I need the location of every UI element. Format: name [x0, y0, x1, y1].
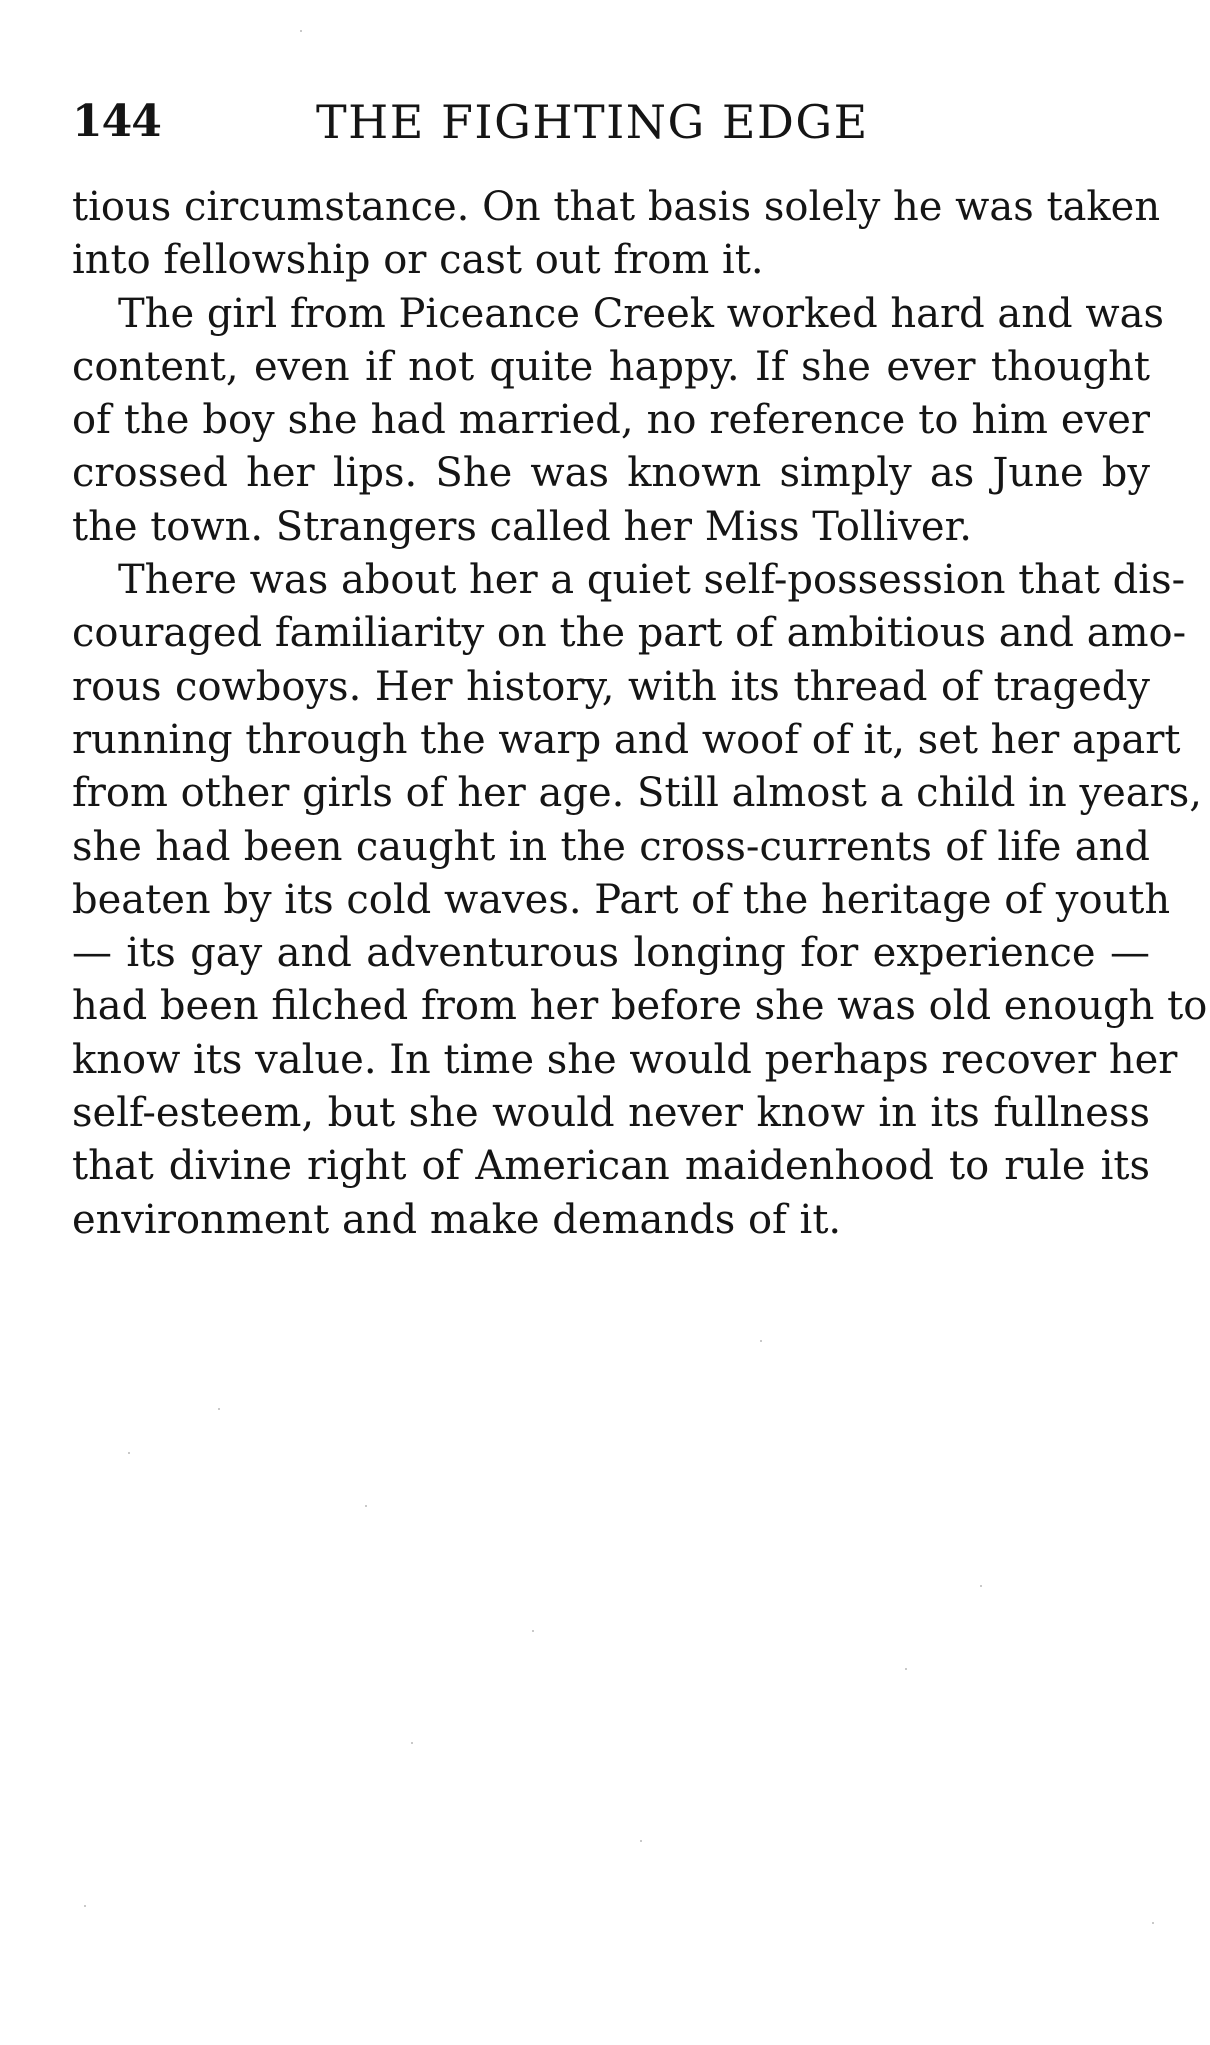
paper-speck: [980, 1585, 982, 1587]
text-line: tious circumstance. On that basis solely he was taken: [72, 184, 1161, 230]
text-line: into fellowship or cast out from it.: [72, 237, 764, 284]
paper-speck: [532, 1630, 534, 1632]
text-line: self-esteem, but she would never know in its fullness: [72, 1090, 1150, 1137]
paper-speck: [84, 1905, 86, 1907]
text-line: that divine right of American maidenhood to rule its: [72, 1143, 1150, 1190]
paper-speck: [1152, 1922, 1154, 1924]
paper-speck: [365, 1505, 367, 1507]
text-line: running through the warp and woof of it, set her apart: [72, 716, 1181, 763]
text-line: There was about her a quiet self-possession that dis-: [118, 557, 1186, 604]
text-line: content, even if not quite happy. If she ever thought: [72, 343, 1150, 390]
paper-speck: [300, 30, 302, 32]
text-line: couraged familiarity on the part of ambitious and amo-: [72, 610, 1187, 657]
book-title: THE FIGHTING EDGE: [316, 95, 869, 149]
text-line: the town. Strangers called her Miss Tolliver.: [72, 503, 973, 550]
text-line: — its gay and adventurous longing for experience —: [72, 930, 1150, 977]
page-number: 144: [72, 96, 161, 147]
paper-speck: [218, 1408, 220, 1410]
paper-speck: [760, 1340, 762, 1342]
text-line: had been filched from her before she was old enough to: [72, 983, 1208, 1030]
text-line: rous cowboys. Her history, with its thread of tragedy: [72, 663, 1150, 710]
body-text: [72, 181, 1208, 1247]
text-line: environment and make demands of it.: [72, 1196, 842, 1243]
text-line: crossed her lips. She was known simply as June by: [72, 450, 1150, 497]
running-head: [72, 92, 1152, 152]
paper-speck: [640, 1840, 642, 1842]
text-line: from other girls of her age. Still almost a child in years,: [72, 770, 1202, 817]
text-line: she had been caught in the cross-currents of life and: [72, 823, 1150, 870]
paper-speck: [411, 1742, 413, 1744]
text-line: The girl from Piceance Creek worked hard and was: [118, 290, 1164, 337]
paper-speck: [128, 1452, 130, 1454]
text-line: of the boy she had married, no reference to him ever: [72, 397, 1150, 444]
paper-speck: [905, 1668, 907, 1670]
text-line: know its value. In time she would perhaps recover her: [72, 1036, 1178, 1083]
text-line: beaten by its cold waves. Part of the heritage of youth: [72, 876, 1171, 923]
